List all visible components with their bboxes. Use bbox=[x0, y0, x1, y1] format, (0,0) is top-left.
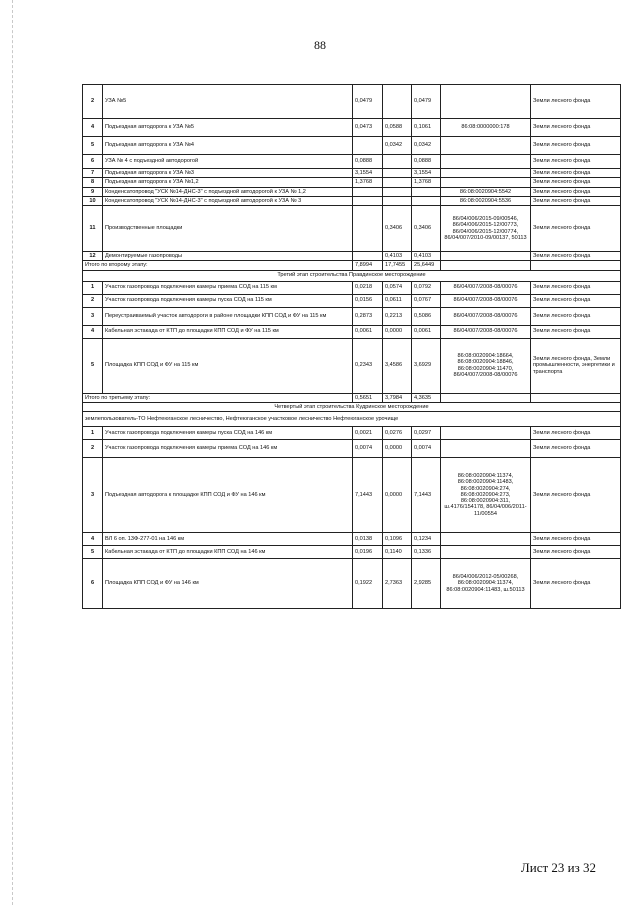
cadastral-number-cell: 86:08:0000000:178 bbox=[441, 119, 531, 137]
area-b-cell: 0,0574 bbox=[383, 281, 412, 294]
area-b-cell: 0,0611 bbox=[383, 294, 412, 307]
subtotal-row bbox=[83, 261, 621, 270]
subtotal-row bbox=[83, 393, 621, 402]
cadastral-number-cell: 86:08:0020904:5542 bbox=[441, 187, 531, 196]
row-number-cell: 4 bbox=[83, 533, 103, 546]
cadastral-number-cell: 86:08:0020904:18664, 86:08:0020904:18846, 86:08:0020904:11470, 86/04/007/2008-08/00076 bbox=[441, 338, 531, 393]
table-row bbox=[83, 85, 621, 119]
area-a-cell bbox=[353, 137, 383, 155]
area-a-cell: 7,1443 bbox=[353, 458, 383, 533]
area-total-cell: 3,6929 bbox=[412, 338, 441, 393]
area-total-cell: 0,0888 bbox=[412, 155, 441, 169]
cadastral-number-cell: 86/04/007/2008-08/00076 bbox=[441, 294, 531, 307]
area-a-cell: 0,1922 bbox=[353, 559, 383, 609]
table-row bbox=[83, 533, 621, 546]
land-category-cell: Земли лесного фонда bbox=[531, 307, 621, 325]
land-category-cell: Земли лесного фонда bbox=[531, 427, 621, 440]
table-row bbox=[83, 307, 621, 325]
table-row bbox=[83, 281, 621, 294]
cadastral-number-cell bbox=[441, 427, 531, 440]
area-total-cell: 0,0479 bbox=[412, 85, 441, 119]
area-b-cell bbox=[383, 187, 412, 196]
table-row bbox=[83, 206, 621, 252]
area-total-cell bbox=[412, 196, 441, 205]
area-a-cell: 0,0196 bbox=[353, 546, 383, 559]
cadastral-number-cell: 86/04/007/2008-08/00076 bbox=[441, 307, 531, 325]
cadastral-number-cell bbox=[441, 546, 531, 559]
object-name-cell: ВЛ 6 оп. 13Ф-277-01 на 146 км bbox=[103, 533, 353, 546]
section-heading-row bbox=[83, 270, 621, 281]
table-row bbox=[83, 325, 621, 338]
object-name-cell: Кабельная эстакада от КТП до площадки КПП СОД на 146 км bbox=[103, 546, 353, 559]
object-name-cell: Подъездная автодорога к площадке КПП СОД и ФУ на 146 км bbox=[103, 458, 353, 533]
row-number-cell: 1 bbox=[83, 281, 103, 294]
area-total-cell bbox=[412, 187, 441, 196]
area-a-cell: 3,1554 bbox=[353, 169, 383, 178]
land-category-cell: Земли лесного фонда bbox=[531, 325, 621, 338]
area-total-cell: 0,0297 bbox=[412, 427, 441, 440]
table-row bbox=[83, 169, 621, 178]
area-b-cell: 0,0342 bbox=[383, 137, 412, 155]
table-row bbox=[83, 294, 621, 307]
object-name-cell: УЗА № 4 с подъездной автодорогой bbox=[103, 155, 353, 169]
row-number-cell: 1 bbox=[83, 427, 103, 440]
area-total-cell: 0,0074 bbox=[412, 440, 441, 458]
area-b-cell: 0,0588 bbox=[383, 119, 412, 137]
land-category-cell: Земли лесного фонда bbox=[531, 206, 621, 252]
area-a-cell bbox=[353, 252, 383, 261]
land-category-cell: Земли лесного фонда bbox=[531, 155, 621, 169]
object-name-cell: УЗА №5 bbox=[103, 85, 353, 119]
area-total-cell: 3,1554 bbox=[412, 169, 441, 178]
cadastral-number-cell bbox=[441, 440, 531, 458]
land-category-cell: Земли лесного фонда bbox=[531, 559, 621, 609]
land-category-cell: Земли лесного фонда bbox=[531, 294, 621, 307]
area-total-cell: 0,1336 bbox=[412, 546, 441, 559]
subtotal-total-cell: 4,3635 bbox=[412, 393, 441, 402]
object-name-cell: Конденсатопровод "УСК №14-ДНС-3" с подъездной автодорогой к УЗА № 3 bbox=[103, 196, 353, 205]
section-heading-row bbox=[83, 402, 621, 411]
land-category-cell: Земли лесного фонда bbox=[531, 196, 621, 205]
table-row bbox=[83, 178, 621, 187]
cadastral-number-cell: 86:08:0020904:5536 bbox=[441, 196, 531, 205]
table-row bbox=[83, 137, 621, 155]
object-name-cell: Подъездная автодорога к УЗА №3 bbox=[103, 169, 353, 178]
land-category-cell: Земли лесного фонда bbox=[531, 252, 621, 261]
object-name-cell: Участок газопровода подключения камеры приема СОД на 146 км bbox=[103, 440, 353, 458]
land-category-cell: Земли лесного фонда, Земли промышленности, энергетики и транспорта bbox=[531, 338, 621, 393]
cadastral-number-cell: 86/04/006/2012-05/00268, 86:08:0020904:11374, 86:08:0020904:11483, ш.50113 bbox=[441, 559, 531, 609]
row-number-cell: 8 bbox=[83, 178, 103, 187]
area-total-cell: 1,3768 bbox=[412, 178, 441, 187]
subtotal-empty-cell bbox=[441, 393, 531, 402]
table-row bbox=[83, 559, 621, 609]
area-b-cell: 0,4103 bbox=[383, 252, 412, 261]
land-category-cell: Земли лесного фонда bbox=[531, 187, 621, 196]
row-number-cell: 5 bbox=[83, 338, 103, 393]
table-row bbox=[83, 187, 621, 196]
object-name-cell: Кабельная эстакада от КТП до площадки КПП СОД и ФУ на 115 км bbox=[103, 325, 353, 338]
row-number-cell: 2 bbox=[83, 294, 103, 307]
section-heading-cell: Четвертый этап строительства Кудринское месторождение bbox=[83, 402, 621, 411]
area-total-cell: 0,0061 bbox=[412, 325, 441, 338]
area-a-cell: 0,0021 bbox=[353, 427, 383, 440]
table-row bbox=[83, 546, 621, 559]
table-row bbox=[83, 119, 621, 137]
land-category-cell: Земли лесного фонда bbox=[531, 85, 621, 119]
area-b-cell: 0,1140 bbox=[383, 546, 412, 559]
area-a-cell: 0,0218 bbox=[353, 281, 383, 294]
area-total-cell: 0,1061 bbox=[412, 119, 441, 137]
area-b-cell bbox=[383, 85, 412, 119]
area-a-cell: 0,0074 bbox=[353, 440, 383, 458]
sheet-counter: Лист 23 из 32 bbox=[520, 860, 596, 875]
cadastral-number-cell: 86/04/006/2015-09/00546, 86/04/006/2015-12/00773, 86/04/006/2015-12/00774, 86/04/007/2010-09/00137, 50113 bbox=[441, 206, 531, 252]
table-row bbox=[83, 440, 621, 458]
subtotal-a-cell: 7,8994 bbox=[353, 261, 383, 270]
area-b-cell: 0,0000 bbox=[383, 325, 412, 338]
land-category-cell: Земли лесного фонда bbox=[531, 119, 621, 137]
subtotal-empty-cell bbox=[441, 261, 531, 270]
row-number-cell: 5 bbox=[83, 546, 103, 559]
object-name-cell: Участок газопровода подключения камеры пуска СОД на 146 км bbox=[103, 427, 353, 440]
cadastral-number-cell bbox=[441, 85, 531, 119]
object-name-cell: Демонтируемые газопроводы bbox=[103, 252, 353, 261]
row-number-cell: 4 bbox=[83, 325, 103, 338]
object-name-cell: Переустраиваемый участок автодороги в районе площадки КПП СОД и ФУ на 115 км bbox=[103, 307, 353, 325]
table-row bbox=[83, 252, 621, 261]
area-a-cell: 0,0473 bbox=[353, 119, 383, 137]
area-total-cell: 0,4103 bbox=[412, 252, 441, 261]
object-name-cell: Участок газопровода подключения камеры пуска СОД на 115 км bbox=[103, 294, 353, 307]
table-row bbox=[83, 458, 621, 533]
row-number-cell: 10 bbox=[83, 196, 103, 205]
row-number-cell: 6 bbox=[83, 559, 103, 609]
subtotal-a-cell: 0,5651 bbox=[353, 393, 383, 402]
area-a-cell: 0,0479 bbox=[353, 85, 383, 119]
land-category-cell: Земли лесного фонда bbox=[531, 458, 621, 533]
area-total-cell: 0,0767 bbox=[412, 294, 441, 307]
row-number-cell: 3 bbox=[83, 307, 103, 325]
area-b-cell bbox=[383, 196, 412, 205]
land-user-cell: землепользователь-ТО Нефтеюганское лесничество, Нефтеюганское участковое лесничество Нефтеюганское урочище bbox=[83, 412, 621, 427]
object-name-cell: Подъездная автодорога к УЗА №1,2 bbox=[103, 178, 353, 187]
cadastral-number-cell: 86:08:0020904:11374, 86:08:0020904:11483, 86:08:0020904:274, 86:08:0020904:273, 86:08:0020904:311, ш.4176/154178, 86/04/006/2011-11/00554 bbox=[441, 458, 531, 533]
land-category-cell: Земли лесного фонда bbox=[531, 533, 621, 546]
object-name-cell: Подъездная автодорога к УЗА №5 bbox=[103, 119, 353, 137]
row-number-cell: 11 bbox=[83, 206, 103, 252]
page-number: 88 bbox=[314, 38, 326, 52]
area-a-cell: 0,0156 bbox=[353, 294, 383, 307]
row-number-cell: 4 bbox=[83, 119, 103, 137]
table-row bbox=[83, 196, 621, 205]
area-a-cell bbox=[353, 187, 383, 196]
subtotal-label-cell: Итого по второму этапу: bbox=[83, 261, 353, 270]
row-number-cell: 9 bbox=[83, 187, 103, 196]
area-b-cell: 2,7363 bbox=[383, 559, 412, 609]
area-a-cell bbox=[353, 206, 383, 252]
cadastral-number-cell bbox=[441, 155, 531, 169]
area-total-cell: 0,0342 bbox=[412, 137, 441, 155]
object-name-cell: Площадка КПП СОД и ФУ на 146 км bbox=[103, 559, 353, 609]
cadastral-number-cell: 86/04/007/2008-08/00076 bbox=[441, 325, 531, 338]
subtotal-b-cell: 3,7984 bbox=[383, 393, 412, 402]
table-body bbox=[83, 85, 621, 609]
land-category-cell: Земли лесного фонда bbox=[531, 440, 621, 458]
cadastral-number-cell bbox=[441, 533, 531, 546]
area-total-cell: 0,1234 bbox=[412, 533, 441, 546]
area-b-cell: 0,2213 bbox=[383, 307, 412, 325]
land-category-cell: Земли лесного фонда bbox=[531, 546, 621, 559]
area-b-cell: 0,0000 bbox=[383, 440, 412, 458]
subtotal-total-cell: 25,6449 bbox=[412, 261, 441, 270]
subtotal-label-cell: Итого по третьему этапу: bbox=[83, 393, 353, 402]
land-category-cell: Земли лесного фонда bbox=[531, 178, 621, 187]
area-a-cell: 0,0061 bbox=[353, 325, 383, 338]
area-a-cell bbox=[353, 196, 383, 205]
area-b-cell: 3,4586 bbox=[383, 338, 412, 393]
object-name-cell: Участок газопровода подключения камеры приема СОД на 115 км bbox=[103, 281, 353, 294]
row-number-cell: 2 bbox=[83, 440, 103, 458]
table-row bbox=[83, 427, 621, 440]
cadastral-number-cell bbox=[441, 169, 531, 178]
binding-margin-line bbox=[12, 0, 13, 905]
area-a-cell: 0,2873 bbox=[353, 307, 383, 325]
row-number-cell: 6 bbox=[83, 155, 103, 169]
cadastral-number-cell bbox=[441, 137, 531, 155]
row-number-cell: 7 bbox=[83, 169, 103, 178]
area-b-cell bbox=[383, 169, 412, 178]
table-row bbox=[83, 338, 621, 393]
area-total-cell: 0,0792 bbox=[412, 281, 441, 294]
object-name-cell: Площадка КПП СОД и ФУ на 115 км bbox=[103, 338, 353, 393]
area-b-cell bbox=[383, 178, 412, 187]
row-number-cell: 5 bbox=[83, 137, 103, 155]
subtotal-b-cell: 17,7455 bbox=[383, 261, 412, 270]
cadastral-number-cell: 86/04/007/2008-08/00076 bbox=[441, 281, 531, 294]
cadastral-number-cell bbox=[441, 178, 531, 187]
area-total-cell: 7,1443 bbox=[412, 458, 441, 533]
area-total-cell: 2,9285 bbox=[412, 559, 441, 609]
area-a-cell: 0,0888 bbox=[353, 155, 383, 169]
land-category-cell: Земли лесного фонда bbox=[531, 169, 621, 178]
land-category-cell: Земли лесного фонда bbox=[531, 281, 621, 294]
subtotal-empty-cell bbox=[531, 393, 621, 402]
area-b-cell: 0,3406 bbox=[383, 206, 412, 252]
area-a-cell: 0,0138 bbox=[353, 533, 383, 546]
area-a-cell: 0,2343 bbox=[353, 338, 383, 393]
area-total-cell: 0,5086 bbox=[412, 307, 441, 325]
row-number-cell: 12 bbox=[83, 252, 103, 261]
object-name-cell: Производственные площадки bbox=[103, 206, 353, 252]
row-number-cell: 2 bbox=[83, 85, 103, 119]
area-b-cell: 0,1096 bbox=[383, 533, 412, 546]
subtotal-empty-cell bbox=[531, 261, 621, 270]
section-heading-cell: Третий этап строительства Правдинское месторождение bbox=[83, 270, 621, 281]
land-category-cell: Земли лесного фонда bbox=[531, 137, 621, 155]
area-total-cell: 0,3406 bbox=[412, 206, 441, 252]
land-user-row bbox=[83, 412, 621, 427]
object-name-cell: Конденсатопровод "УСК №14-ДНС-3" с подъездной автодорогой к УЗА № 1,2 bbox=[103, 187, 353, 196]
object-name-cell: Подъездная автодорога к УЗА №4 bbox=[103, 137, 353, 155]
area-b-cell bbox=[383, 155, 412, 169]
area-a-cell: 1,3768 bbox=[353, 178, 383, 187]
cadastral-number-cell bbox=[441, 252, 531, 261]
area-b-cell: 0,0276 bbox=[383, 427, 412, 440]
table-row bbox=[83, 155, 621, 169]
row-number-cell: 3 bbox=[83, 458, 103, 533]
land-allocation-table bbox=[82, 84, 621, 609]
area-b-cell: 0,0000 bbox=[383, 458, 412, 533]
